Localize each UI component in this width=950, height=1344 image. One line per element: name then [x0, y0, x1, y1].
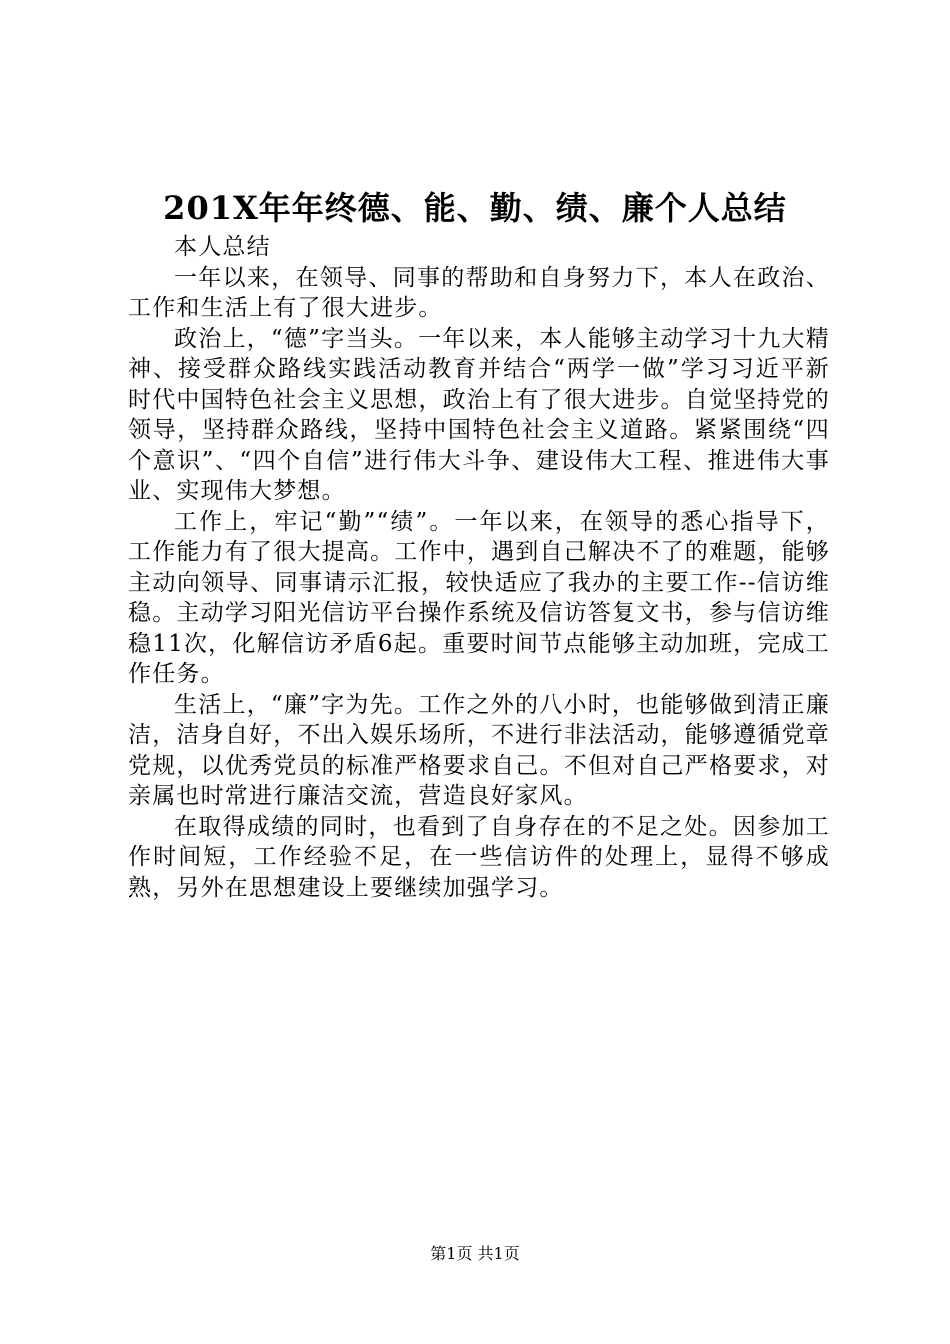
- page-footer: 第1页 共1页: [430, 1244, 520, 1263]
- paragraph-politics: 政治上，“德”字当头。一年以来，本人能够主动学习十九大精神、接受群众路线实践活动教育并结合“两学一做”学习习近平新时代中国特色社会主义思想，政治上有了很大进步。自觉坚持党的领导，坚持群众路线，坚持中国特色社会主义道路。紧紧围绕“四个意识”、“四个自信”进行伟大斗争、建设伟大工程、推进伟大事业、实现伟大梦想。: [128, 325, 830, 504]
- document-title: 201X年年终德、能、勤、绩、廉个人总结: [163, 189, 787, 227]
- document-body: [128, 232, 830, 903]
- paragraph-intro: 一年以来，在领导、同事的帮助和自身努力下，本人在政治、工作和生活上有了很大进步。: [128, 264, 830, 321]
- paragraph-heading: 本人总结: [174, 234, 271, 260]
- paragraph-life: 生活上，“廉”字为先。工作之外的八小时，也能够做到清正廉洁，洁身自好，不出入娱乐场所，不进行非法活动，能够遵循党章党规，以优秀党员的标准严格要求自己。不但对自己严格要求，对亲属也时常进行廉洁交流，营造良好家风。: [128, 691, 830, 809]
- paragraph-shortcomings: 在取得成绩的同时，也看到了自身存在的不足之处。因参加工作时间短，工作经验不足，在一些信访件的处理上，显得不够成熟，另外在思想建设上要继续加强学习。: [128, 813, 830, 901]
- paragraph-work: 工作上，牢记“勤”“绩”。一年以来，在领导的悉心指导下，工作能力有了很大提高。工作中，遇到自己解决不了的难题，能够主动向领导、同事请示汇报，较快适应了我办的主要工作--信访维稳。主动学习阳光信访平台操作系统及信访答复文书，参与信访维稳11次，化解信访矛盾6起。重要时间节点能够主动加班，完成工作任务。: [128, 508, 830, 687]
